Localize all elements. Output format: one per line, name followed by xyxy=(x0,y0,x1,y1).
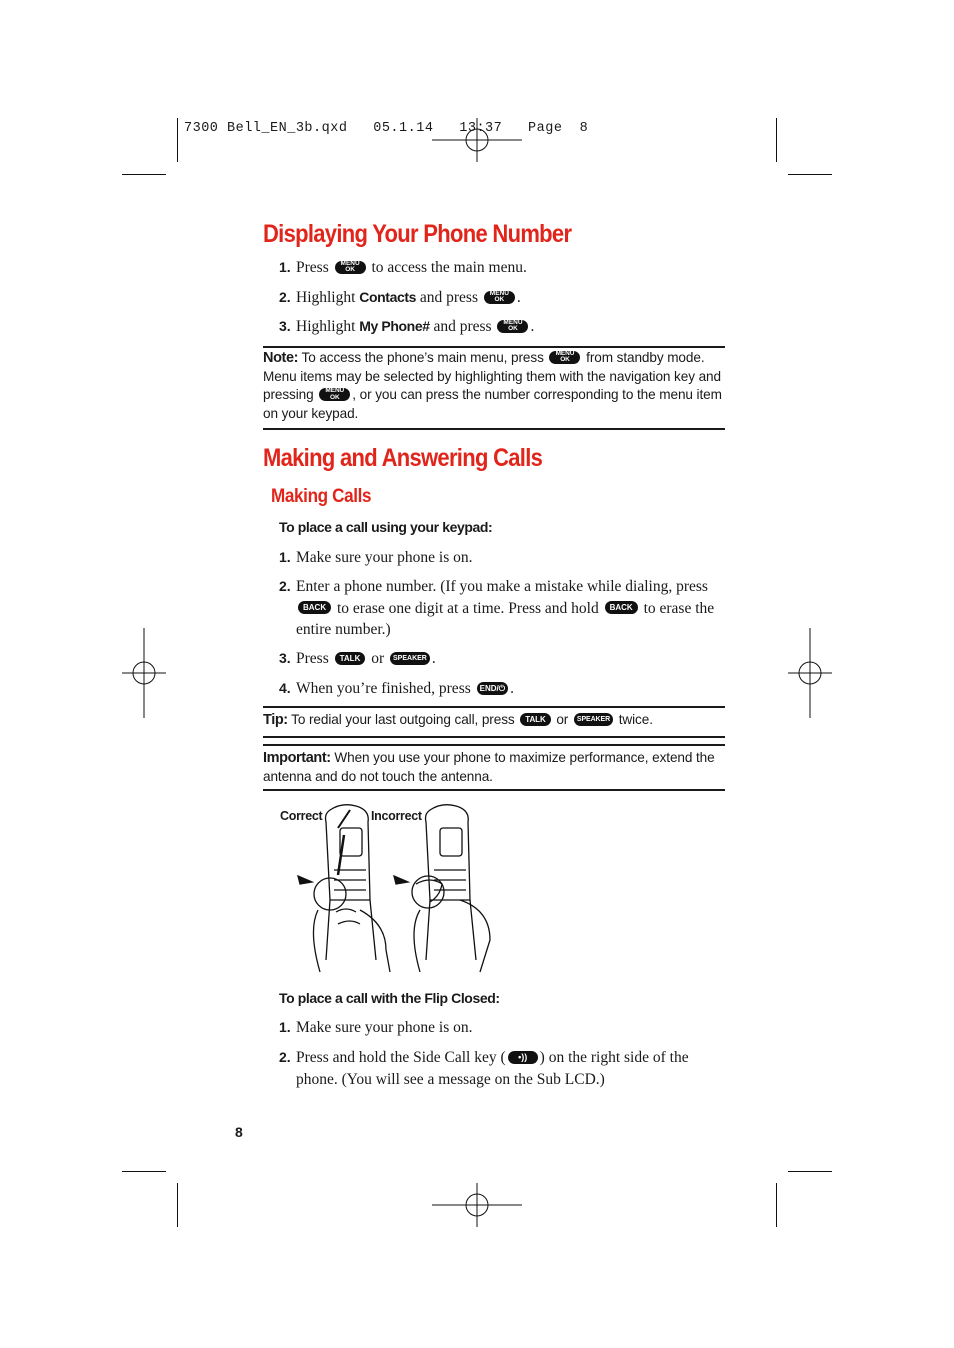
step-3 xyxy=(279,316,729,338)
step-text: When you’re finished, press xyxy=(296,680,471,697)
step-text: and press xyxy=(419,289,478,306)
talk-key-icon: TALK xyxy=(520,713,550,726)
step-text: Make sure your phone is on. xyxy=(296,549,473,566)
menu-item-my-phone: My Phone# xyxy=(359,318,430,334)
important-label: Important: xyxy=(263,750,331,766)
menu-ok-key-icon: MENU OK xyxy=(497,320,528,333)
step-text: . xyxy=(530,318,535,335)
step-text: . xyxy=(431,650,436,667)
call-step-1 xyxy=(279,547,729,569)
file-slug: 7300 Bell_EN_3b.qxd 05.1.14 13:37 Page 8 xyxy=(184,121,589,136)
talk-key-icon: TALK xyxy=(335,652,366,665)
step-number: 3. xyxy=(279,318,291,334)
step-text: Highlight xyxy=(296,289,356,306)
note-text: from standby mode. Menu items may be selected by highlighting them with the navigation key and pressing xyxy=(263,350,721,403)
step-text: to erase the entire number.) xyxy=(296,599,715,638)
step-text: . xyxy=(516,289,521,306)
note-text: To access the phone’s main menu, press xyxy=(301,350,544,365)
back-key-icon: BACK xyxy=(605,601,638,614)
step-text: Enter a phone number. (If you make a mistake while dialing, press xyxy=(296,578,708,595)
important-rule-bottom xyxy=(263,789,725,791)
step-text: . xyxy=(510,680,514,697)
registration-mark-right xyxy=(788,628,832,718)
tip-text: or xyxy=(556,712,569,727)
step-text: to erase one digit at a time. Press and hold xyxy=(336,599,599,617)
step-text: or xyxy=(371,650,385,667)
flip-step-1 xyxy=(279,1017,729,1039)
section-title-calls: Making and Answering Calls xyxy=(263,444,543,472)
call-step-2 xyxy=(279,576,719,641)
step-number: 1. xyxy=(279,1019,291,1035)
step-text: to access the main menu. xyxy=(371,259,527,276)
flip-step-2 xyxy=(279,1047,725,1090)
section-title-phone-number: Displaying Your Phone Number xyxy=(263,220,572,248)
speaker-key-icon: SPEAKER xyxy=(574,713,613,726)
registration-mark-left xyxy=(122,628,166,718)
note-rule-top xyxy=(263,346,725,348)
subsection-title-making-calls: Making Calls xyxy=(271,486,372,507)
menu-ok-key-icon: MENU OK xyxy=(484,291,515,304)
registration-mark-bottom xyxy=(432,1183,522,1227)
tip-rule-top xyxy=(263,706,725,708)
step-number: 1. xyxy=(279,549,291,565)
menu-item-contacts: Contacts xyxy=(359,289,416,305)
step-2 xyxy=(279,287,729,309)
menu-ok-key-icon: MENU OK xyxy=(335,261,366,274)
note-rule-bottom xyxy=(263,428,725,430)
flip-closed-heading: To place a call with the Flip Closed: xyxy=(279,990,500,1006)
step-text: and press xyxy=(433,318,492,335)
step-number: 2. xyxy=(279,289,291,305)
back-key-icon: BACK xyxy=(298,601,331,614)
tip-text: To redial your last outgoing call, press xyxy=(291,712,515,727)
menu-ok-key-icon: MENU OK xyxy=(549,351,580,364)
end-power-key-icon: END/⏻ xyxy=(477,682,508,695)
step-text: Make sure your phone is on. xyxy=(296,1019,473,1036)
step-text: Press xyxy=(296,650,329,667)
important-rule-top xyxy=(263,744,725,746)
important-text: When you use your phone to maximize performance, extend the antenna and do not touch the antenna. xyxy=(263,750,715,784)
note-label: Note: xyxy=(263,350,299,366)
tip-rule-bottom xyxy=(263,736,725,738)
tip-label: Tip: xyxy=(263,712,288,728)
step-number: 1. xyxy=(279,259,291,275)
step-number: 3. xyxy=(279,650,291,666)
step-number: 4. xyxy=(279,680,291,696)
menu-ok-key-icon: MENU OK xyxy=(319,388,350,401)
speaker-key-icon: SPEAKER xyxy=(390,652,430,665)
step-text: Highlight xyxy=(296,318,356,335)
page-number: 8 xyxy=(235,1124,243,1140)
step-text: ) on the right side of the phone. (You will see a message on the Sub LCD.) xyxy=(296,1049,689,1088)
note-text: , or you can press the number corresponding to the menu item on your keypad. xyxy=(263,387,722,422)
important-box xyxy=(263,749,725,786)
step-number: 2. xyxy=(279,578,291,594)
tip-box xyxy=(263,711,725,730)
tip-text: twice. xyxy=(618,712,653,727)
figure-label-correct: Correct xyxy=(280,809,323,823)
step-text: Press xyxy=(296,259,329,276)
step-number: 2. xyxy=(279,1049,291,1065)
call-step-3 xyxy=(279,648,729,670)
call-step-4 xyxy=(279,678,729,700)
step-1 xyxy=(279,257,729,279)
step-text: Press and hold the Side Call key ( xyxy=(296,1049,506,1066)
keypad-heading: To place a call using your keypad: xyxy=(279,519,493,535)
side-call-key-icon: •)) xyxy=(508,1051,538,1064)
antenna-handling-illustration xyxy=(290,800,500,980)
figure-label-incorrect: Incorrect xyxy=(371,809,422,823)
note-box xyxy=(263,349,725,424)
